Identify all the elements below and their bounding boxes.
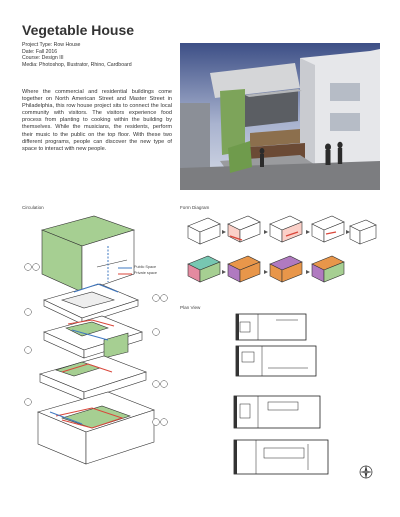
- meta-course: Course: Design III: [22, 55, 64, 62]
- page-title: Vegetable House: [22, 22, 135, 38]
- plan-view-drawings: [228, 312, 348, 502]
- form-diagram-label: Form Diagram: [180, 205, 210, 210]
- meta-date: Date: Fall 2016: [22, 48, 58, 55]
- perspective-render: [180, 43, 380, 190]
- circulation-diagram: [22, 212, 180, 482]
- form-diagram: [182, 212, 382, 297]
- plan-view-label: Plan View: [180, 305, 201, 310]
- legend-public: Public Space: [134, 265, 157, 269]
- circulation-label: Circulation: [22, 205, 44, 210]
- legend-private: Private space: [134, 271, 158, 275]
- north-arrow-icon: [358, 464, 374, 480]
- meta-media: Media: Photoshop, Illustrator, Rhino, Cardboard: [22, 61, 132, 68]
- meta-project-type: Project Type: Row House: [22, 42, 81, 48]
- project-description: Where the commercial and residential buildings come together on North American Street and Master Street in Philadelphia, this row house project sits to connect the local community with visitors. The visitors experience food process from planting to cooking within the building by themselves. While the musicians, the residents, perform their music to the public on the top floor. With these two different programs, people can discover the new type of space to interact with new people.: [22, 89, 172, 152]
- project-meta: [22, 42, 132, 68]
